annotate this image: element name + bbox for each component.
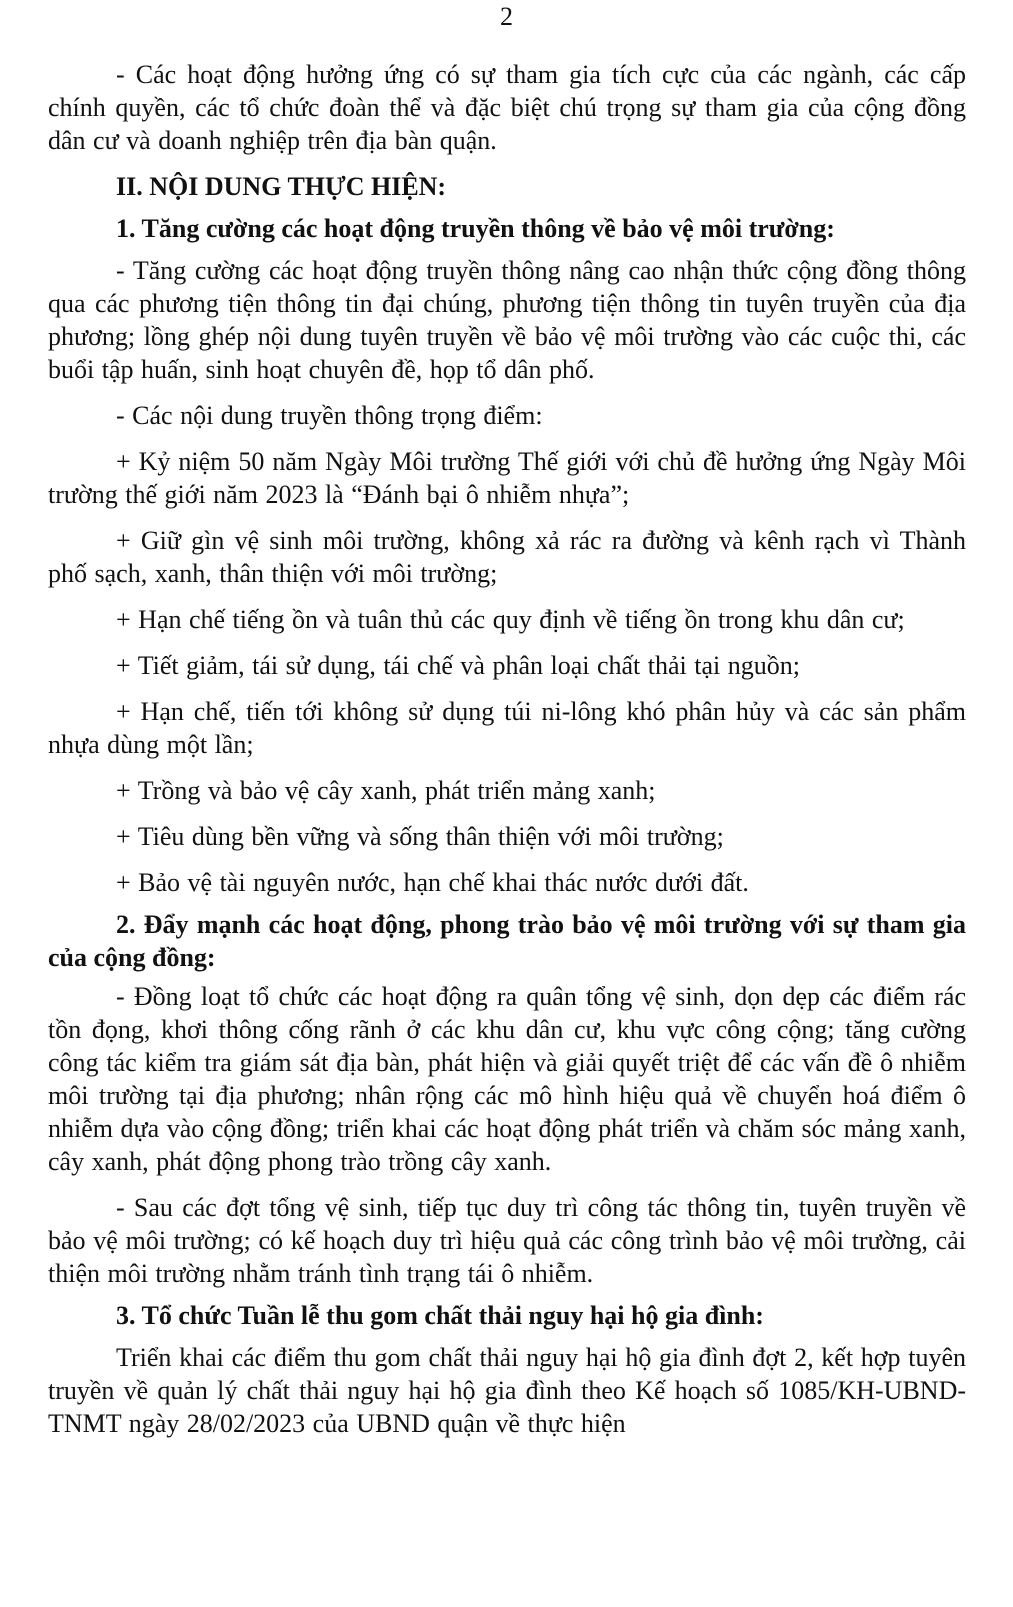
section-heading-content: II. NỘI DUNG THỰC HIỆN: bbox=[116, 172, 447, 201]
list-item-topic: + Trồng và bảo vệ cây xanh, phát triển mảng xanh; bbox=[116, 776, 656, 805]
paragraph-key-topics: - Các nội dung truyền thông trọng điểm: bbox=[116, 401, 543, 430]
list-item-topic: + Tiêu dùng bền vững và sống thân thiện với môi trường; bbox=[116, 822, 724, 851]
subheading-communication: 1. Tăng cường các hoạt động truyền thông về bảo vệ môi trường: bbox=[116, 214, 835, 243]
page-number: 2 bbox=[500, 2, 513, 31]
paragraph-cleanup-activities: - Đồng loạt tổ chức các hoạt động ra quân tổng vệ sinh, dọn dẹp các điểm rác tồn đọng, khơi thông cống rãnh ở các khu dân cư, khu vực công cộng; tăng cường công tác kiểm tra giám sát địa bàn, phát hiện và giải quyết triệt để các vấn đề ô nhiễm môi trường tại địa phương; nhân rộng các mô hình hiệu quả về chuyển hoá điểm ô nhiễm dựa vào cộng đồng; triển khai các hoạt động phát triển và chăm sóc mảng xanh, cây xanh, phát động phong trào trồng cây xanh. bbox=[48, 982, 966, 1176]
paragraph-communication-activities: - Tăng cường các hoạt động truyền thông nâng cao nhận thức cộng đồng thông qua các phương tiện thông tin đại chúng, phương tiện thông tin tuyên truyền của địa phương; lồng ghép nội dung tuyên truyền về bảo vệ môi trường vào các cuộc thi, các buổi tập huấn, sinh hoạt chuyên đề, họp tổ dân phố. bbox=[48, 256, 966, 384]
list-item-topic: + Tiết giảm, tái sử dụng, tái chế và phân loại chất thải tại nguồn; bbox=[116, 651, 800, 680]
paragraph-maintenance: - Sau các đợt tổng vệ sinh, tiếp tục duy trì công tác thông tin, tuyên truyền về bảo vệ môi trường; có kế hoạch duy trì hiệu quả các công trình bảo vệ môi trường, cải thiện môi trường nhằm tránh tình trạng tái ô nhiễm. bbox=[48, 1193, 966, 1288]
list-item-topic: + Bảo vệ tài nguyên nước, hạn chế khai thác nước dưới đất. bbox=[116, 868, 749, 897]
subheading-hazardous-waste-week: 3. Tổ chức Tuần lễ thu gom chất thải nguy hại hộ gia đình: bbox=[116, 1301, 764, 1330]
subheading-community-movement: 2. Đẩy mạnh các hoạt động, phong trào bảo vệ môi trường với sự tham gia của cộng đồng: bbox=[48, 910, 966, 972]
paragraph-participation: - Các hoạt động hưởng ứng có sự tham gia tích cực của các ngành, các cấp chính quyền, các tổ chức đoàn thể và đặc biệt chú trọng sự tham gia của cộng đồng dân cư và doanh nghiệp trên địa bàn quận. bbox=[48, 60, 966, 155]
list-item-topic: + Hạn chế tiếng ồn và tuân thủ các quy định về tiếng ồn trong khu dân cư; bbox=[116, 605, 905, 634]
paragraph-hazardous-waste: Triển khai các điểm thu gom chất thải nguy hại hộ gia đình đợt 2, kết hợp tuyên truyền về quản lý chất thải nguy hại hộ gia đình theo Kế hoạch số 1085/KH-UBND-TNMT ngày 28/02/2023 của UBND quận về thực hiện bbox=[48, 1343, 966, 1438]
list-item-topic: + Hạn chế, tiến tới không sử dụng túi ni-lông khó phân hủy và các sản phẩm nhựa dùng một lần; bbox=[48, 697, 966, 759]
list-item-topic: + Giữ gìn vệ sinh môi trường, không xả rác ra đường và kênh rạch vì Thành phố sạch, xanh, thân thiện với môi trường; bbox=[48, 526, 966, 588]
list-item-topic: + Kỷ niệm 50 năm Ngày Môi trường Thế giới với chủ đề hưởng ứng Ngày Môi trường thế giới năm 2023 là “Đánh bại ô nhiễm nhựa”; bbox=[48, 447, 966, 509]
document-body bbox=[48, 58, 966, 1453]
